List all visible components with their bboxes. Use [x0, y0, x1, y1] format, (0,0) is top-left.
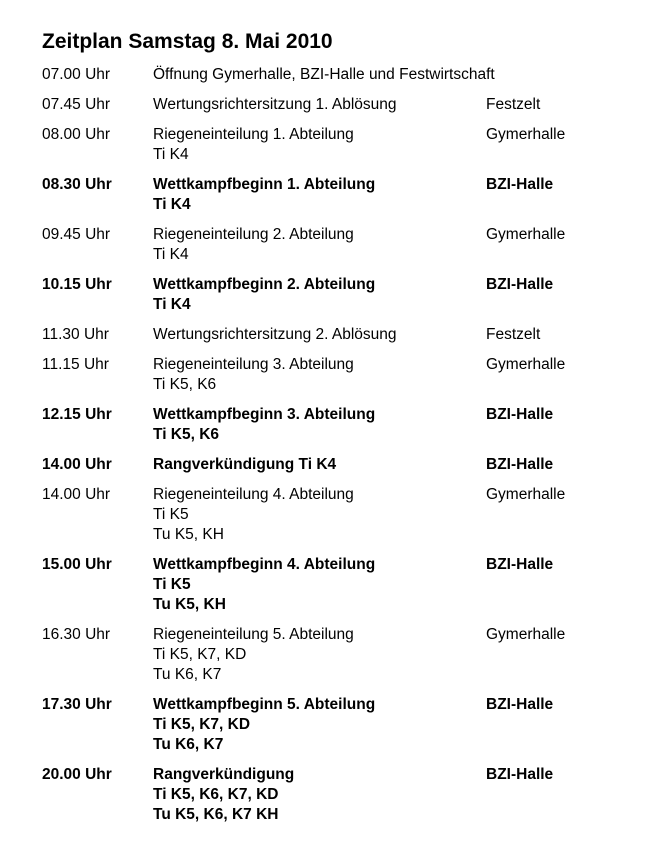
schedule-description: [153, 175, 483, 215]
schedule-time: 15.00 Uhr: [42, 556, 112, 573]
schedule-time: 16.30 Uhr: [42, 626, 111, 643]
schedule-location: Gymerhalle: [486, 486, 566, 503]
schedule-description: [153, 325, 483, 345]
page-title: Zeitplan Samstag 8. Mai 2010: [42, 30, 333, 53]
schedule-description-line: Wertungsrichtersitzung 1. Ablösung: [153, 96, 397, 113]
schedule-description-line: Tu K6, K7: [153, 736, 224, 753]
schedule-description-line: Riegeneinteilung 1. Abteilung: [153, 126, 354, 143]
schedule-description-line: Wettkampfbeginn 2. Abteilung: [153, 276, 376, 293]
schedule-time: 08.30 Uhr: [42, 176, 112, 193]
schedule-row: [42, 325, 642, 345]
schedule-time: 11.30 Uhr: [42, 326, 109, 343]
schedule-row: [42, 225, 642, 265]
schedule-description-line: Ti K5, K6: [153, 426, 220, 443]
schedule-row: [42, 95, 642, 115]
schedule-row: [42, 65, 642, 85]
schedule-row: [42, 485, 642, 545]
schedule-list: [42, 65, 642, 835]
schedule-location: Festzelt: [486, 326, 541, 343]
schedule-description-line: Riegeneinteilung 4. Abteilung: [153, 486, 354, 503]
schedule-description: [153, 765, 483, 825]
schedule-description-line: Ti K4: [153, 196, 191, 213]
schedule-description-line: Ti K5: [153, 506, 189, 523]
schedule-time: 08.00 Uhr: [42, 126, 111, 143]
schedule-description-line: Riegeneinteilung 2. Abteilung: [153, 226, 354, 243]
schedule-location: BZI-Halle: [486, 276, 554, 293]
schedule-description-line: Ti K5, K6: [153, 376, 217, 393]
schedule-description-line: Wettkampfbeginn 3. Abteilung: [153, 406, 376, 423]
schedule-time: 14.00 Uhr: [42, 486, 111, 503]
schedule-description-line: Wettkampfbeginn 4. Abteilung: [153, 556, 376, 573]
schedule-description-line: Wettkampfbeginn 1. Abteilung: [153, 176, 376, 193]
schedule-time: 12.15 Uhr: [42, 406, 112, 423]
schedule-description-line: Riegeneinteilung 3. Abteilung: [153, 356, 354, 373]
schedule-time: 09.45 Uhr: [42, 226, 111, 243]
schedule-row: [42, 355, 642, 395]
schedule-row: [42, 765, 642, 825]
schedule-description-line: Ti K4: [153, 296, 191, 313]
schedule-description: [153, 405, 483, 445]
schedule-row: [42, 405, 642, 445]
schedule-description-line: Tu K6, K7: [153, 666, 222, 683]
schedule-location: BZI-Halle: [486, 766, 554, 783]
schedule-description-line: Ti K5, K6, K7, KD: [153, 786, 279, 803]
schedule-location: Gymerhalle: [486, 626, 566, 643]
schedule-time: 11.15 Uhr: [42, 356, 109, 373]
schedule-description: [153, 65, 495, 85]
schedule-description: [153, 625, 483, 685]
schedule-description-line: Ti K5: [153, 576, 191, 593]
schedule-row: [42, 175, 642, 215]
schedule-description-line: Tu K5, KH: [153, 526, 224, 543]
schedule-description: [153, 125, 483, 165]
schedule-description-line: Wettkampfbeginn 5. Abteilung: [153, 696, 376, 713]
schedule-location: Gymerhalle: [486, 126, 566, 143]
schedule-description: [153, 95, 483, 115]
schedule-row: [42, 625, 642, 685]
schedule-description-line: Wertungsrichtersitzung 2. Ablösung: [153, 326, 397, 343]
schedule-time: 14.00 Uhr: [42, 456, 112, 473]
schedule-description-line: Tu K5, K6, K7 KH: [153, 806, 279, 823]
schedule-description-line: Rangverkündigung Ti K4: [153, 456, 337, 473]
schedule-description: [153, 455, 483, 475]
schedule-description: [153, 695, 483, 755]
schedule-row: [42, 555, 642, 615]
schedule-location: BZI-Halle: [486, 456, 554, 473]
schedule-location: BZI-Halle: [486, 556, 554, 573]
schedule-time: 10.15 Uhr: [42, 276, 112, 293]
schedule-description-line: Ti K5, K7, KD: [153, 716, 251, 733]
schedule-description: [153, 275, 483, 315]
schedule-time: 17.30 Uhr: [42, 696, 112, 713]
schedule-location: Gymerhalle: [486, 356, 566, 373]
schedule-description-line: Öffnung Gymerhalle, BZI-Halle und Festwirtschaft: [153, 66, 495, 83]
schedule-time: 07.00 Uhr: [42, 66, 111, 83]
schedule-description-line: Tu K5, KH: [153, 596, 226, 613]
schedule-location: Gymerhalle: [486, 226, 566, 243]
schedule-time: 07.45 Uhr: [42, 96, 111, 113]
schedule-description: [153, 355, 483, 395]
schedule-description-line: Ti K4: [153, 246, 189, 263]
schedule-description: [153, 555, 483, 615]
schedule-description-line: Ti K4: [153, 146, 189, 163]
schedule-location: Festzelt: [486, 96, 541, 113]
schedule-row: [42, 275, 642, 315]
schedule-description-line: Ti K5, K7, KD: [153, 646, 247, 663]
schedule-row: [42, 695, 642, 755]
schedule-row: [42, 455, 642, 475]
schedule-time: 20.00 Uhr: [42, 766, 112, 783]
schedule-description: [153, 225, 483, 265]
schedule-location: BZI-Halle: [486, 406, 554, 423]
schedule-description-line: Rangverkündigung: [153, 766, 295, 783]
schedule-description-line: Riegeneinteilung 5. Abteilung: [153, 626, 354, 643]
schedule-row: [42, 125, 642, 165]
schedule-description: [153, 485, 483, 545]
schedule-location: BZI-Halle: [486, 176, 554, 193]
schedule-location: BZI-Halle: [486, 696, 554, 713]
